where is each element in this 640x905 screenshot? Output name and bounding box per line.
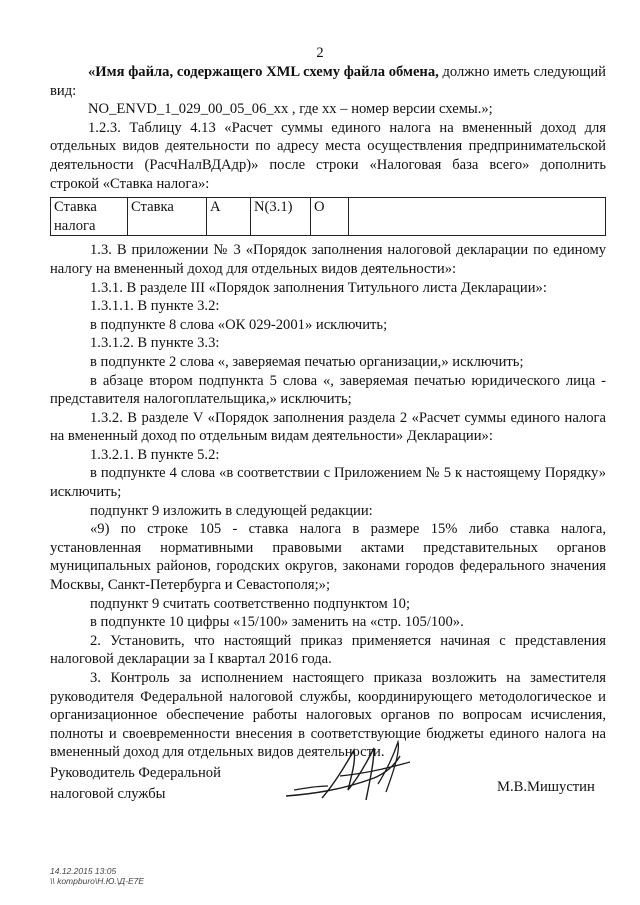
paragraph-subitem: подпункт 9 изложить в следующей редакции:	[90, 502, 373, 519]
paragraph-subitem: в подпункте 10 цифры «15/100» заменить на «стр. 105/100».	[90, 614, 464, 631]
paragraph-1-3-2-1: 1.3.2.1. В пункте 5.2:	[90, 446, 220, 463]
document-body	[50, 63, 606, 762]
paragraph-subitem: в подпункте 4 слова «в соответствии с Приложением № 5 к настоящему Порядку» исключить;	[50, 465, 606, 501]
table-cell: N(3.1)	[251, 198, 311, 236]
tax-rate-table	[50, 197, 606, 236]
paragraph-subitem: в подпункте 2 слова «, заверяемая печатью организации,» исключить;	[90, 353, 524, 370]
print-stamp	[50, 866, 144, 886]
table-row	[51, 198, 606, 236]
paragraph-subitem: подпункт 9 считать соответственно подпунктом 10;	[90, 595, 411, 612]
page-number: 2	[316, 45, 324, 61]
paragraph-3: 3. Контроль за исполнением настоящего приказа возложить на заместителя руководителя Федеральной налоговой службы, координирующего методологическое и организационное обеспечение работы налоговых органов по вопросам исчисления, полноты и своевременности внесения в соответствующие бюджеты единого налога на вмененный доход для отдельных видов деятельности.	[50, 670, 606, 761]
signatory-title	[50, 763, 221, 805]
handwritten-signature	[282, 740, 432, 806]
paragraph-1-3-1-2: 1.3.1.2. В пункте 3.3:	[90, 335, 220, 352]
stamp-path: \\ kompburo\Н.Ю.\Д-Е7Е	[50, 876, 145, 886]
paragraph-1-3-1: 1.3.1. В разделе III «Порядок заполнения Титульного листа Декларации»:	[90, 279, 547, 296]
paragraph-filename-rest: должно иметь следующий вид:	[50, 64, 606, 99]
signatory-title-line: Руководитель Федеральной	[50, 765, 221, 781]
table-cell: Ставка	[128, 198, 207, 236]
table-cell: О	[311, 198, 349, 236]
paragraph-quote: «9) по строке 105 - ставка налога в размере 15% либо ставка налога, установленная нормативными правовыми актами представительных органов муниципальных районов, городских округов, законами городов федерального значения Москвы, Санкт-Петербурга и Севастополя;»;	[50, 521, 606, 594]
paragraph-1-3-1-1: 1.3.1.1. В пункте 3.2:	[90, 298, 220, 315]
signatory-name: М.В.Мишустин	[497, 779, 595, 795]
paragraph-subitem: в абзаце втором подпункта 5 слова «, заверяемая печатью юридического лица - представителя налогоплательщика,» исключить;	[50, 372, 606, 408]
table-cell: А	[207, 198, 251, 236]
paragraph-subitem: в подпункте 8 слова «ОК 029-2001» исключить;	[90, 316, 388, 333]
table-cell	[349, 198, 606, 236]
paragraph-filename-bold: «Имя файла, содержащего XML схему файла обмена,	[88, 64, 439, 80]
table-cell: Ставка налога	[51, 198, 128, 236]
paragraph-1-3-2: 1.3.2. В разделе V «Порядок заполнения раздела 2 «Расчет суммы единого налога на вмененный доход по отдельным видам деятельности» Декларации»:	[50, 409, 606, 445]
paragraph-2: 2. Установить, что настоящий приказ применяется начиная с представления налоговой декларации за I квартал 2016 года.	[50, 632, 606, 668]
filename-line: NO_ENVD_1_029_00_05_06_xx , где xx – номер версии схемы.»;	[88, 101, 493, 118]
signatory-title-line: налоговой службы	[50, 786, 166, 802]
paragraph-filename	[50, 63, 606, 100]
paragraph-1-2-3: 1.2.3. Таблицу 4.13 «Расчет суммы единого налога на вмененный доход для отдельных видов деятельности по адресу места осуществления предпринимательской деятельности (РасчНалВДАдр)» после строки «Налоговая база всего» дополнить строкой «Ставка налога»:	[50, 119, 606, 192]
paragraph-1-3: 1.3. В приложении № 3 «Порядок заполнения налоговой декларации по единому налогу на вмененный доход для отдельных видов деятельности»:	[50, 242, 606, 277]
stamp-date: 14.12.2015 13:05	[50, 866, 117, 876]
